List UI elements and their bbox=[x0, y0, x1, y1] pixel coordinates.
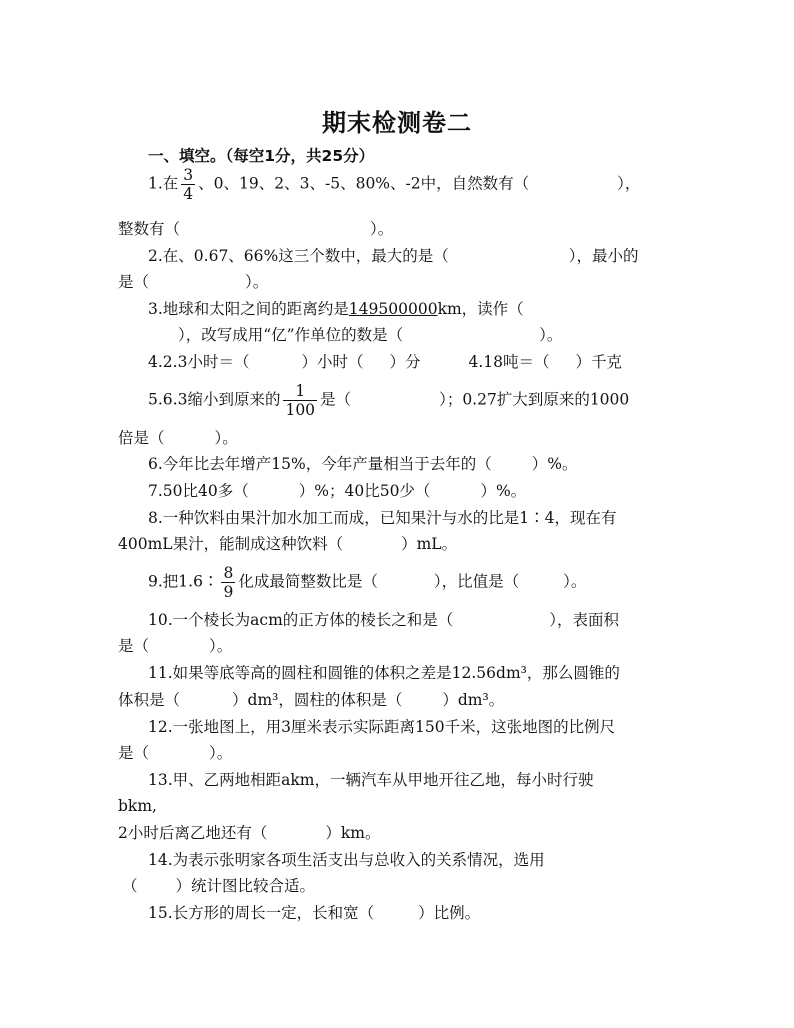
question-2-line-2: 是（ ）。 bbox=[118, 273, 269, 291]
question-14-line-1: 14.为表示张明家各项生活支出与总收入的关系情况，选用 bbox=[148, 851, 545, 869]
question-1-line-2: 整数有（ ）。 bbox=[118, 220, 394, 238]
question-14-line-2: （ ）统计图比较合适。 bbox=[122, 877, 316, 895]
question-5-line-1: 5.6.3缩小到原来的 $\frac{1}{100}$ 是（ ）；0.27扩大到原来的1000 bbox=[148, 382, 630, 419]
question-13-line-3: 2小时后离乙地还有（ ）km。 bbox=[118, 824, 381, 842]
fraction-8-9: $\frac{8}{9}$ bbox=[223, 564, 234, 601]
question-8-line-2: 400mL果汁，能制成这种饮料（ ）mL。 bbox=[118, 535, 458, 553]
question-12-line-1: 12.一张地图上，用3厘米表示实际距离150千米，这张地图的比例尺 bbox=[148, 718, 616, 736]
question-13-line-1: 13.甲、乙两地相距akm，一辆汽车从甲地开往乙地，每小时行驶 bbox=[148, 771, 594, 789]
question-3-line-2: ），改写成用“亿”作单位的数是（ ）。 bbox=[178, 326, 563, 344]
question-8-line-1: 8.一种饮料由果汁加水加工而成，已知果汁与水的比是1∶4，现在有 bbox=[148, 509, 617, 527]
section-heading: 一、填空。（每空1分，共25分） bbox=[148, 147, 375, 165]
question-5-line-2: 倍是（ ）。 bbox=[118, 429, 238, 447]
fraction-1-100: $\frac{1}{100}$ bbox=[285, 382, 316, 419]
question-1-line-1: 1.在 $\frac{3}{4}$ 、0、19、2、3、-5、80%、-2中，自然数有（ ）， bbox=[148, 166, 641, 203]
page-title: 期末检测卷二 bbox=[322, 109, 472, 137]
question-11-line-1: 11.如果等底等高的圆柱和圆锥的体积之差是12.56dm³，那么圆锥的 bbox=[148, 664, 620, 682]
fraction-3-4: $\frac{3}{4}$ bbox=[183, 166, 194, 203]
question-12-line-2: 是（ ）。 bbox=[118, 744, 233, 762]
question-13-line-2: bkm, bbox=[118, 797, 157, 815]
question-7-line: 7.50比40多（ ）%；40比50少（ ）%。 bbox=[148, 482, 527, 500]
question-10-line-1: 10.一个棱长为acm的正方体的棱长之和是（ ），表面积 bbox=[148, 611, 620, 629]
question-10-line-2: 是（ ）。 bbox=[118, 637, 233, 655]
question-9-line: 9.把1.6∶ $\frac{8}{9}$ 化成最简整数比是（ ），比值是（ ）。 bbox=[148, 564, 587, 601]
question-6-line: 6.今年比去年增产15%，今年产量相当于去年的（ ）%。 bbox=[148, 455, 578, 473]
question-11-line-2: 体积是（ ）dm³，圆柱的体积是（ ）dm³。 bbox=[118, 691, 505, 709]
question-15-line: 15.长方形的周长一定，长和宽（ ）比例。 bbox=[148, 904, 481, 922]
question-2-line-1: 2.在、0.67、66%这三个数中，最大的是（ ），最小的 bbox=[148, 247, 639, 265]
question-4-line: 4.2.3小时＝（ ）小时（ ）分 4.18吨＝（ ）千克 bbox=[148, 353, 623, 371]
question-3-line-1: 3.地球和太阳之间的距离约是149500000km，读作（ bbox=[148, 300, 524, 318]
